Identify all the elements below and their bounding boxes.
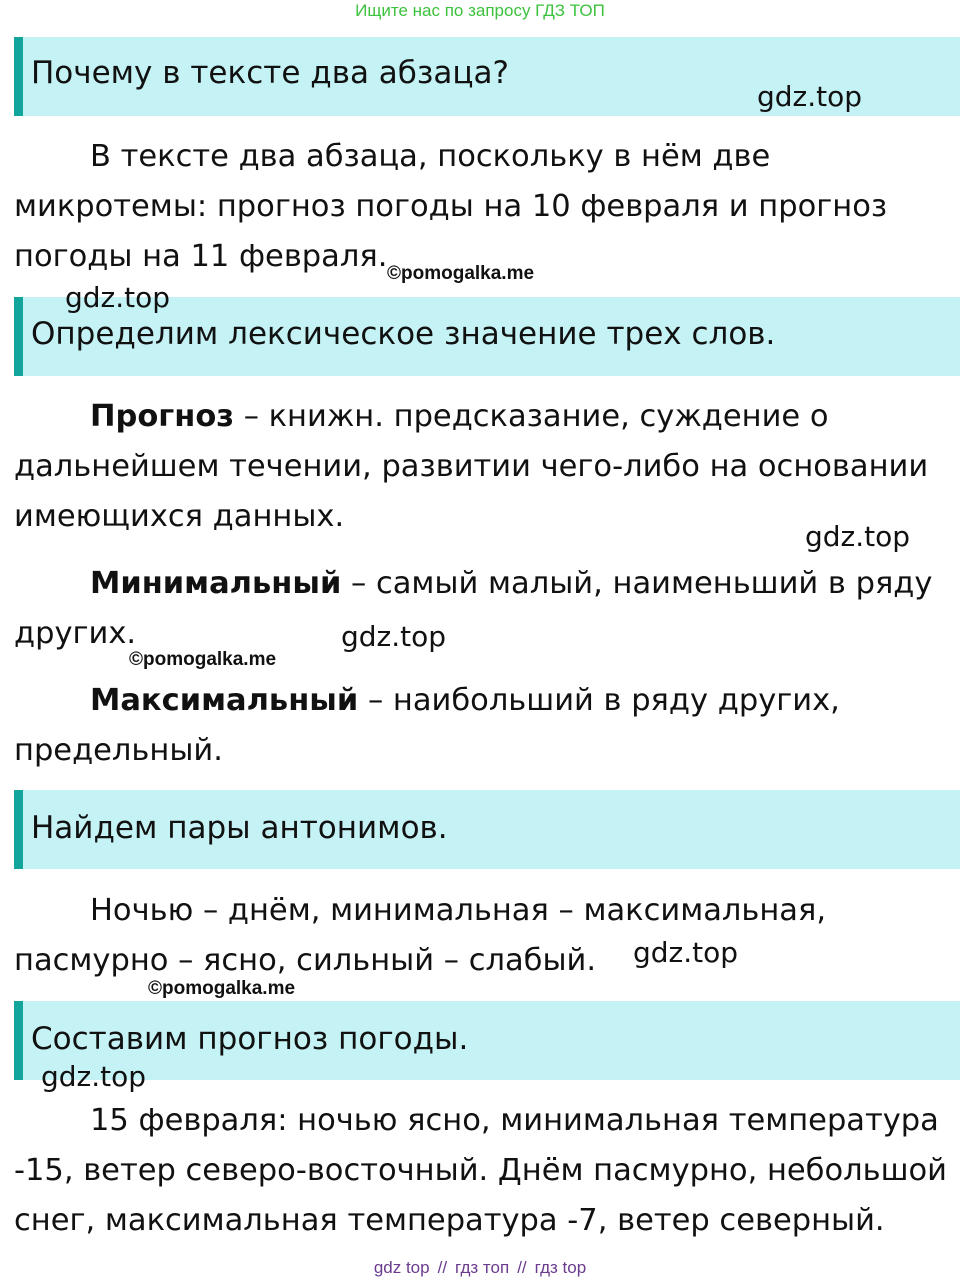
definition-term: Прогноз [90, 399, 234, 434]
definition-term: Минимальный [90, 566, 342, 601]
watermark-pomogalka: ©pomogalka.me [129, 649, 277, 670]
watermark-pomogalka: ©pomogalka.me [387, 263, 535, 284]
watermark-gdz: gdz.top [65, 281, 171, 314]
watermark-gdz: gdz.top [41, 1060, 147, 1093]
footer-separator: // [437, 1258, 448, 1277]
definition-text: – книжн. предсказание, суждение о дальнейшем течении, развитии чего-либо на основании имеющихся данных. [14, 399, 929, 534]
definition-term: Максимальный [90, 683, 359, 718]
answer-paragraphs: В тексте два абзаца, поскольку в нём две микротемы: прогноз погоды на 10 февраля и прогноз погоды на 11 февраля. [14, 139, 888, 274]
footer-link[interactable]: гдз топ [455, 1258, 510, 1277]
footer-separator: // [517, 1258, 527, 1277]
watermark-gdz: gdz.top [757, 80, 863, 113]
footer [0, 1258, 960, 1278]
watermark-gdz: gdz.top [633, 936, 739, 969]
section-header-text: Почему в тексте два абзаца? [31, 55, 509, 91]
footer-link[interactable]: gdz top [373, 1258, 430, 1277]
section-header-text: Составим прогноз погоды. [31, 1021, 469, 1057]
answer-antonyms: Ночью – днём, минимальная – максимальная, пасмурно – ясно, сильный – слабый. [14, 893, 827, 978]
section-header-forecast [14, 1001, 960, 1080]
definition-text: – наибольший в ряду других, предельный. [14, 683, 840, 768]
definition-text: – самый малый, наименьший в ряду других. [14, 566, 933, 651]
footer-link[interactable]: гдз top [534, 1258, 587, 1277]
watermark-pomogalka: ©pomogalka.me [148, 978, 296, 999]
top-banner: Ищите нас по запросу ГДЗ ТОП [355, 1, 605, 20]
watermark-gdz: gdz.top [341, 620, 447, 653]
definition-maksimalny [14, 676, 954, 776]
section-header-antonyms [14, 790, 960, 869]
definition-minimalny [14, 559, 954, 659]
section-header-text: Найдем пары антонимов. [31, 810, 448, 846]
watermark-gdz: gdz.top [805, 520, 911, 553]
section-header-text: Определим лексическое значение трех слов. [31, 316, 776, 352]
answer-forecast: 15 февраля: ночью ясно, минимальная температура -15, ветер северо-восточный. Днём пасмурно, небольшой снег, максимальная температура -7, ветер северный. [14, 1103, 948, 1238]
